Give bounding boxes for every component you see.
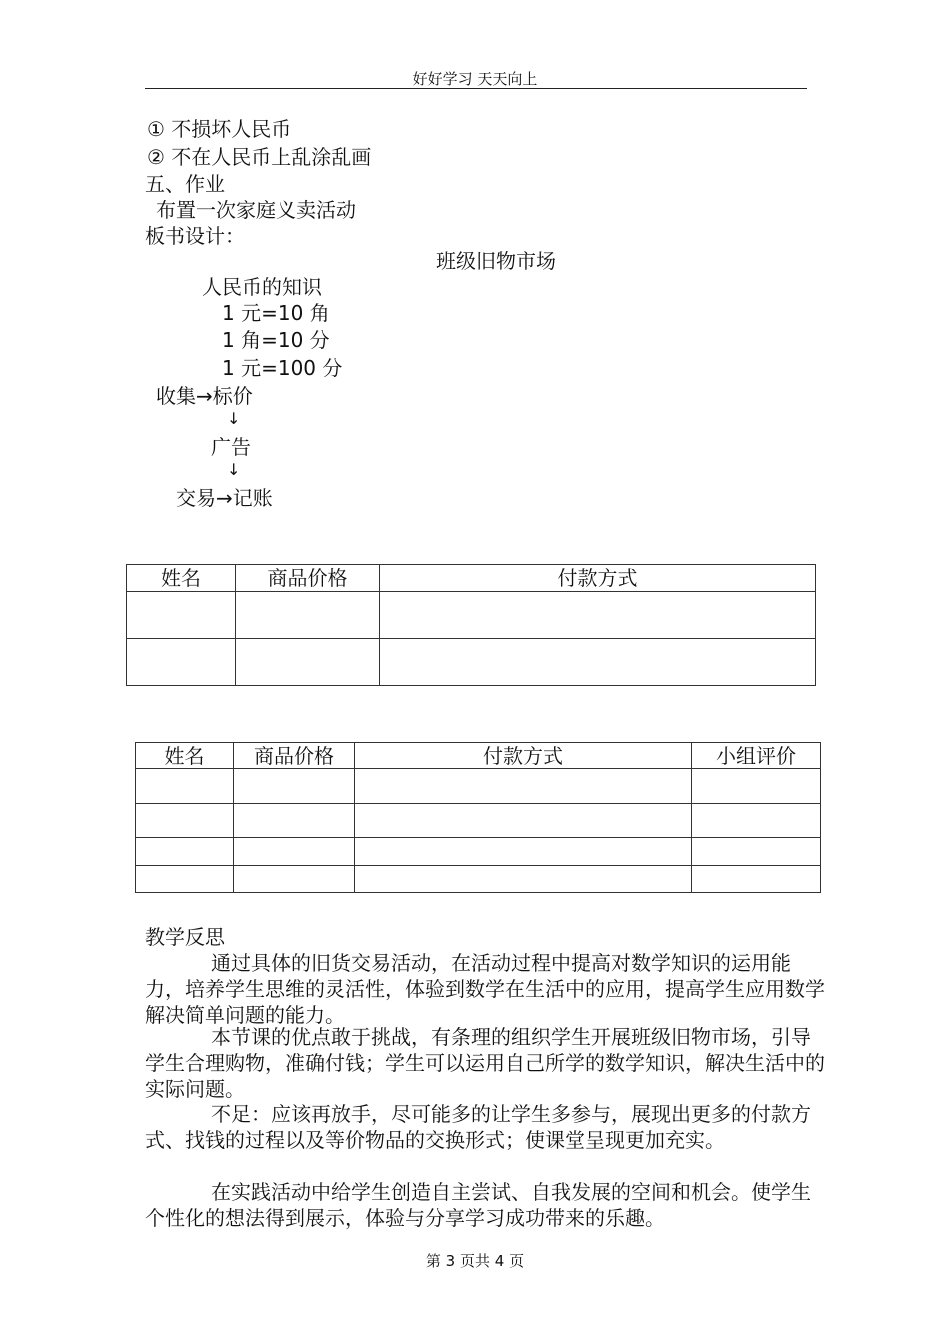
table-header-row <box>136 743 821 769</box>
table-header-cell: 付款方式 <box>355 743 692 769</box>
table-cell <box>692 866 821 893</box>
reflection-paragraph-4: 在实践活动中给学生创造自主尝试、自我发展的空间和机会。使学生个性化的想法得到展示，体验与分享学习成功带来的乐趣。 <box>145 1180 811 1230</box>
knowledge-item-1: 1 元=10 角 <box>222 301 330 325</box>
table-cell <box>136 804 234 838</box>
board-heading: 板书设计： <box>145 224 245 248</box>
table-cell <box>136 866 234 893</box>
table-cell <box>355 838 692 866</box>
table-header-cell: 姓名 <box>136 743 234 769</box>
board-title: 班级旧物市场 <box>436 249 556 273</box>
table-row <box>136 804 821 838</box>
page-header: 好好学习 天天向上 <box>412 70 538 88</box>
table-header-cell: 小组评价 <box>692 743 821 769</box>
table-cell <box>355 804 692 838</box>
table-cell <box>692 804 821 838</box>
table-cell <box>380 639 816 686</box>
table-row <box>136 769 821 804</box>
payment-table-2 <box>135 742 821 893</box>
table-cell <box>234 804 355 838</box>
table-header-cell: 姓名 <box>127 565 236 592</box>
homework-text: 布置一次家庭义卖活动 <box>156 198 356 222</box>
rule-text-1: 不损坏人民币 <box>171 117 292 141</box>
table-cell <box>234 838 355 866</box>
knowledge-item-2: 1 角=10 分 <box>222 328 330 352</box>
homework-heading: 五、作业 <box>145 172 225 196</box>
table-row <box>136 866 821 893</box>
table-row <box>136 838 821 866</box>
rule-text-2: 不在人民币上乱涂乱画 <box>171 145 372 169</box>
table-header-row <box>127 565 816 592</box>
table-cell <box>692 838 821 866</box>
rule-marker-2: ② <box>147 145 165 169</box>
reflection-paragraph-3: 不足：应该再放手，尽可能多的让学生多参与，展现出更多的付款方式、找钱的过程以及等价物品的交换形式；使课堂呈现更加充实。 <box>145 1102 811 1152</box>
table-header-cell: 商品价格 <box>234 743 355 769</box>
flow-trade-label: 交易→记账 <box>176 486 273 510</box>
table-cell <box>236 639 380 686</box>
table-cell <box>136 838 234 866</box>
header-rule <box>145 88 807 89</box>
rule-marker-1: ① <box>147 117 165 141</box>
table-cell <box>234 769 355 804</box>
table-cell <box>692 769 821 804</box>
flow-collect-label: 收集→标价 <box>156 384 253 408</box>
table-cell <box>136 769 234 804</box>
flow-down-arrow-1: ↓ <box>227 409 241 428</box>
rule-item-2 <box>147 144 371 170</box>
page-footer: 第 3 页共 4 页 <box>425 1252 525 1270</box>
payment-table-1 <box>126 564 816 686</box>
rule-item-1 <box>147 116 291 142</box>
reflection-paragraph-1: 通过具体的旧货交易活动，在活动过程中提高对数学知识的运用能力，培养学生思维的灵活性，体验到数学在生活中的应用，提高学生应用数学解决简单问题的能力。 <box>145 951 825 1027</box>
flow-down-arrow-2: ↓ <box>227 460 241 479</box>
table-cell <box>355 769 692 804</box>
table-row <box>127 592 816 639</box>
table-cell <box>236 592 380 639</box>
table-cell <box>127 639 236 686</box>
reflection-heading: 教学反思 <box>145 925 225 949</box>
knowledge-title: 人民币的知识 <box>202 275 322 299</box>
table-cell <box>380 592 816 639</box>
reflection-paragraph-2: 本节课的优点敢于挑战，有条理的组织学生开展班级旧物市场，引导学生合理购物，准确付钱；学生可以运用自己所学的数学知识，解决生活中的实际问题。 <box>145 1025 825 1101</box>
table-cell <box>355 866 692 893</box>
table-row <box>127 639 816 686</box>
table-header-cell: 商品价格 <box>236 565 380 592</box>
table-cell <box>234 866 355 893</box>
knowledge-item-3: 1 元=100 分 <box>222 356 343 380</box>
flow-ad-label: 广告 <box>211 435 251 459</box>
table-header-cell: 付款方式 <box>380 565 816 592</box>
table-cell <box>127 592 236 639</box>
